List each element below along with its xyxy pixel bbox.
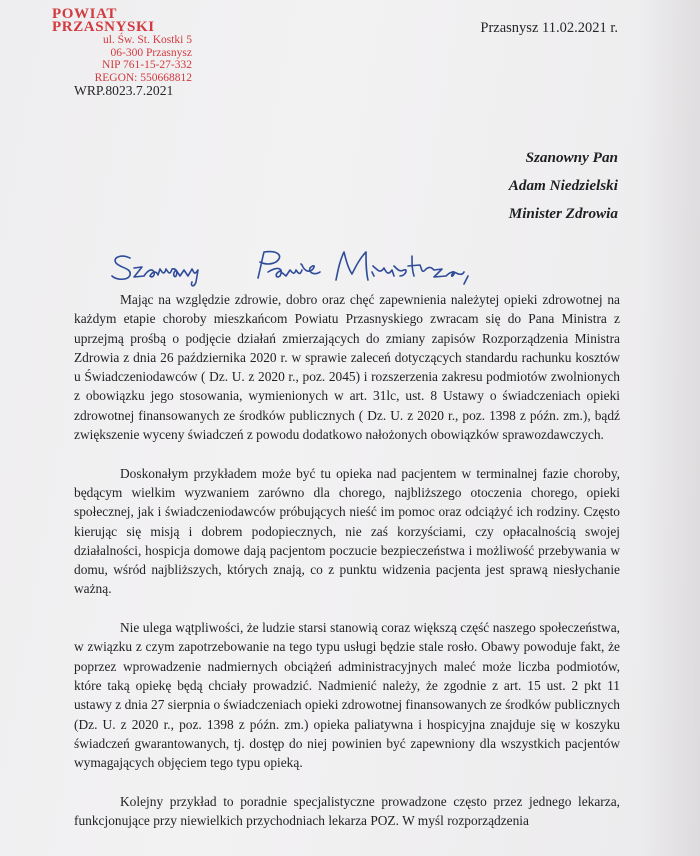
addressee-name: Adam Niedzielski	[508, 177, 618, 194]
reference-number: WRP.8023.7.2021	[74, 83, 174, 98]
stamp-nip: NIP 761-15-27-332	[102, 59, 192, 72]
paragraph-2: Doskonałym przykładem może być tu opieka nad pacjentem w terminalnej fazie choroby, będącym wielkim wyzwaniem zarówno dla chorego, najbliższego otoczenia chorego, opieki społecznej, jak i świadczeniodawców próbujących nieść im pomoc oraz odciążyć ich rodziny. Często kierując się misją i dobrem podopiecznych, nie zaś korzyściami, czy opłacalnością swojej działalności, hospicja domowe dają pacjentom poczucie bezpieczeństwa i możliwość przebywania w domu, wśród najbliższych, których znają, co z punktu widzenia pacjenta jest sprawą niesłychanie ważną.	[74, 465, 620, 597]
paragraph-3: Nie ulega wątpliwości, że ludzie starsi stanowią coraz większą część naszego społeczeństwa, w związku z czym zapotrzebowanie na tego typu usługi będzie stale rosło. Obawy powoduje fakt, że poprzez wprowadzenie nadmiernych obciążeń administracyjnych maleć może liczba podmiotów, które taką opiekę będą chciały prowadzić. Nadmienić należy, że zgodnie z art. 15 ust. 2 pkt 11 ustawy z dnia 27 sierpnia o świadczeniach opieki zdrowotnej finansowanych ze środków publicznych (Dz. U. z 2020 r., poz. 1398 z późn. zm.) opieka paliatywna i hospicyjna znajduje się w koszyku świadczeń gwarantowanych, tj. dostęp do niej powinien być zapewniony dla wszystkich pacjentów wymagających objęciem tego typu opieką.	[74, 620, 620, 771]
addressee-position: Minister Zdrowia	[508, 205, 618, 222]
handwritten-greeting	[108, 246, 508, 295]
letter-date: Przasnysz 11.02.2021 r.	[480, 20, 618, 36]
handwritten-greeting-svg	[108, 246, 508, 290]
letter-body	[74, 290, 620, 850]
stamp-address-street: ul. Św. St. Kostki 5	[102, 34, 192, 47]
paragraph-4: Kolejny przykład to poradnie specjalistyczne prowadzone często przez jednego lekarza, funkcjonujące przy niewielkich przychodniach lekarza POZ. W myśl rozporządzenia	[74, 793, 620, 829]
stamp-address-city: 06-300 Przasnysz	[110, 46, 192, 59]
addressee-block	[509, 144, 618, 228]
paragraph-1: Mając na względzie zdrowie, dobro oraz chęć zapewnienia należytej opieki zdrowotnej na każdym etapie choroby mieszkańcom Powiatu Przasnyskiego zwracam się do Pana Ministra z uprzejmą prośbą o podjęcie działań zmierzających do zmiany zapisów Rozporządzenia Ministra Zdrowia z dnia 26 października 2020 r. w sprawie zaleceń dotyczących standardu rachunku kosztów u Świadczeniodawców ( Dz. U. z 2020 r., poz. 2045) i rozszerzenia zakresu podmiotów zwolnionych z obowiązku jego stosowania, wymienionych w art. 31lc, ust. 8 Ustawy o świadczeniach opieki zdrowotnej finansowanych ze środków publicznych ( Dz. U. z 2020 r., poz. 1398 z późn. zm.), bądź zwiększenie wyceny świadczeń z powodu dodatkowo nałożonych obowiązków sprawozdawczych.	[74, 292, 620, 443]
stamp-regon: REGON: 550668812	[94, 71, 192, 84]
addressee-salutation: Szanowny Pan	[525, 149, 618, 166]
organization-name: POWIAT PRZASNYSKI	[52, 6, 155, 35]
page-shadow	[640, 0, 700, 856]
organization-stamp	[52, 8, 202, 85]
